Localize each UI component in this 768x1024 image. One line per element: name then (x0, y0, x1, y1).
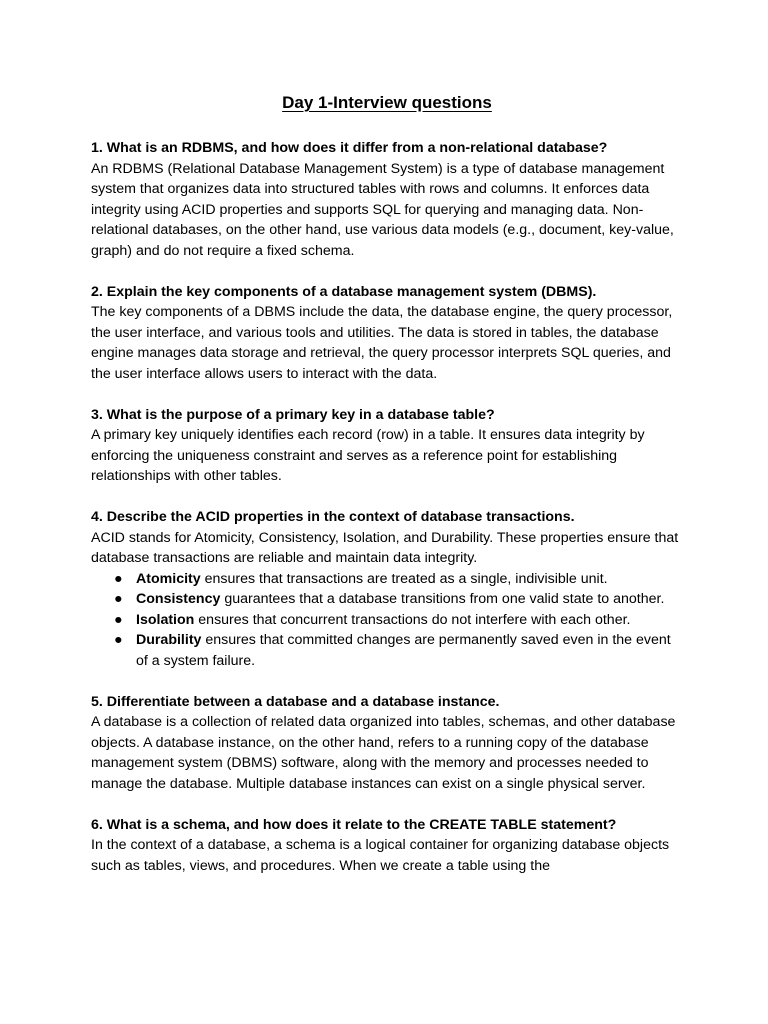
question-heading: 2. Explain the key components of a database management system (DBMS). (91, 283, 597, 300)
question-section-4 (91, 507, 683, 672)
question-section-2 (91, 282, 683, 385)
bullet-text: ensures that committed changes are permanently saved even in the event of a system failure. (136, 632, 671, 670)
document-page (91, 92, 683, 896)
bullet-icon: ● (114, 632, 123, 649)
answer-paragraph: A primary key uniquely identifies each record (row) in a table. It ensures data integrity by enforcing the uniqueness constraint and serves as a reference point for establishing relationships with other tables. (91, 427, 645, 485)
bullet-icon: ● (114, 591, 123, 608)
answer-paragraph: ACID stands for Atomicity, Consistency, Isolation, and Durability. These properties ensure that database transactions are reliable and maintain data integrity. (91, 529, 679, 567)
question-heading: 3. What is the purpose of a primary key in a database table? (91, 406, 495, 423)
list-item (114, 630, 683, 671)
question-heading: 4. Describe the ACID properties in the context of database transactions. (91, 508, 575, 525)
question-section-3 (91, 405, 683, 487)
bullet-text: ensures that transactions are treated as a single, indivisible unit. (200, 570, 608, 587)
question-section-5 (91, 692, 683, 795)
answer-paragraph: In the context of a database, a schema is a logical container for organizing database objects such as tables, views, and procedures. When we create a table using the (91, 837, 670, 874)
bullet-icon: ● (114, 570, 123, 587)
question-heading: 6. What is a schema, and how does it relate to the CREATE TABLE statement? (91, 816, 617, 833)
question-heading: 1. What is an RDBMS, and how does it differ from a non-relational database? (91, 140, 608, 156)
list-item (114, 569, 683, 590)
bullet-term: Durability (136, 632, 202, 649)
question-section-6 (91, 815, 683, 877)
bullet-term: Isolation (136, 611, 195, 628)
answer-paragraph: The key components of a DBMS include the data, the database engine, the query processor, the user interface, and various tools and utilities. The data is stored in tables, the database engine manages data storage and retrieval, the query processor interprets SQL queries, and the user interface allows users to interact with the data. (91, 304, 673, 382)
acid-bullet-list (91, 569, 683, 672)
bullet-term: Atomicity (136, 570, 201, 587)
question-section-1 (91, 138, 683, 262)
list-item (114, 610, 683, 631)
answer-paragraph: An RDBMS (Relational Database Management System) is a type of database management system that organizes data into structured tables with rows and columns. It enforces data integrity using ACID properties and supports SQL for querying and managing data. Non-relational databases, on the other hand, use various data models (e.g., document, key-value, graph) and do not require a fixed schema. (91, 160, 674, 259)
bullet-text: ensures that concurrent transactions do not interfere with each other. (194, 611, 631, 628)
bullet-icon: ● (114, 611, 123, 628)
question-heading: 5. Differentiate between a database and a database instance. (91, 693, 500, 710)
bullet-term: Consistency (136, 591, 221, 608)
list-item (114, 589, 683, 610)
answer-paragraph: A database is a collection of related data organized into tables, schemas, and other database objects. A database instance, on the other hand, refers to a running copy of the database management system (DBMS) software, along with the memory and processes needed to manage the database. Multiple database instances can exist on a single physical server. (91, 714, 676, 793)
document-title: Day 1-Interview questions (282, 93, 492, 112)
bullet-text: guarantees that a database transitions from one valid state to another. (220, 591, 665, 608)
